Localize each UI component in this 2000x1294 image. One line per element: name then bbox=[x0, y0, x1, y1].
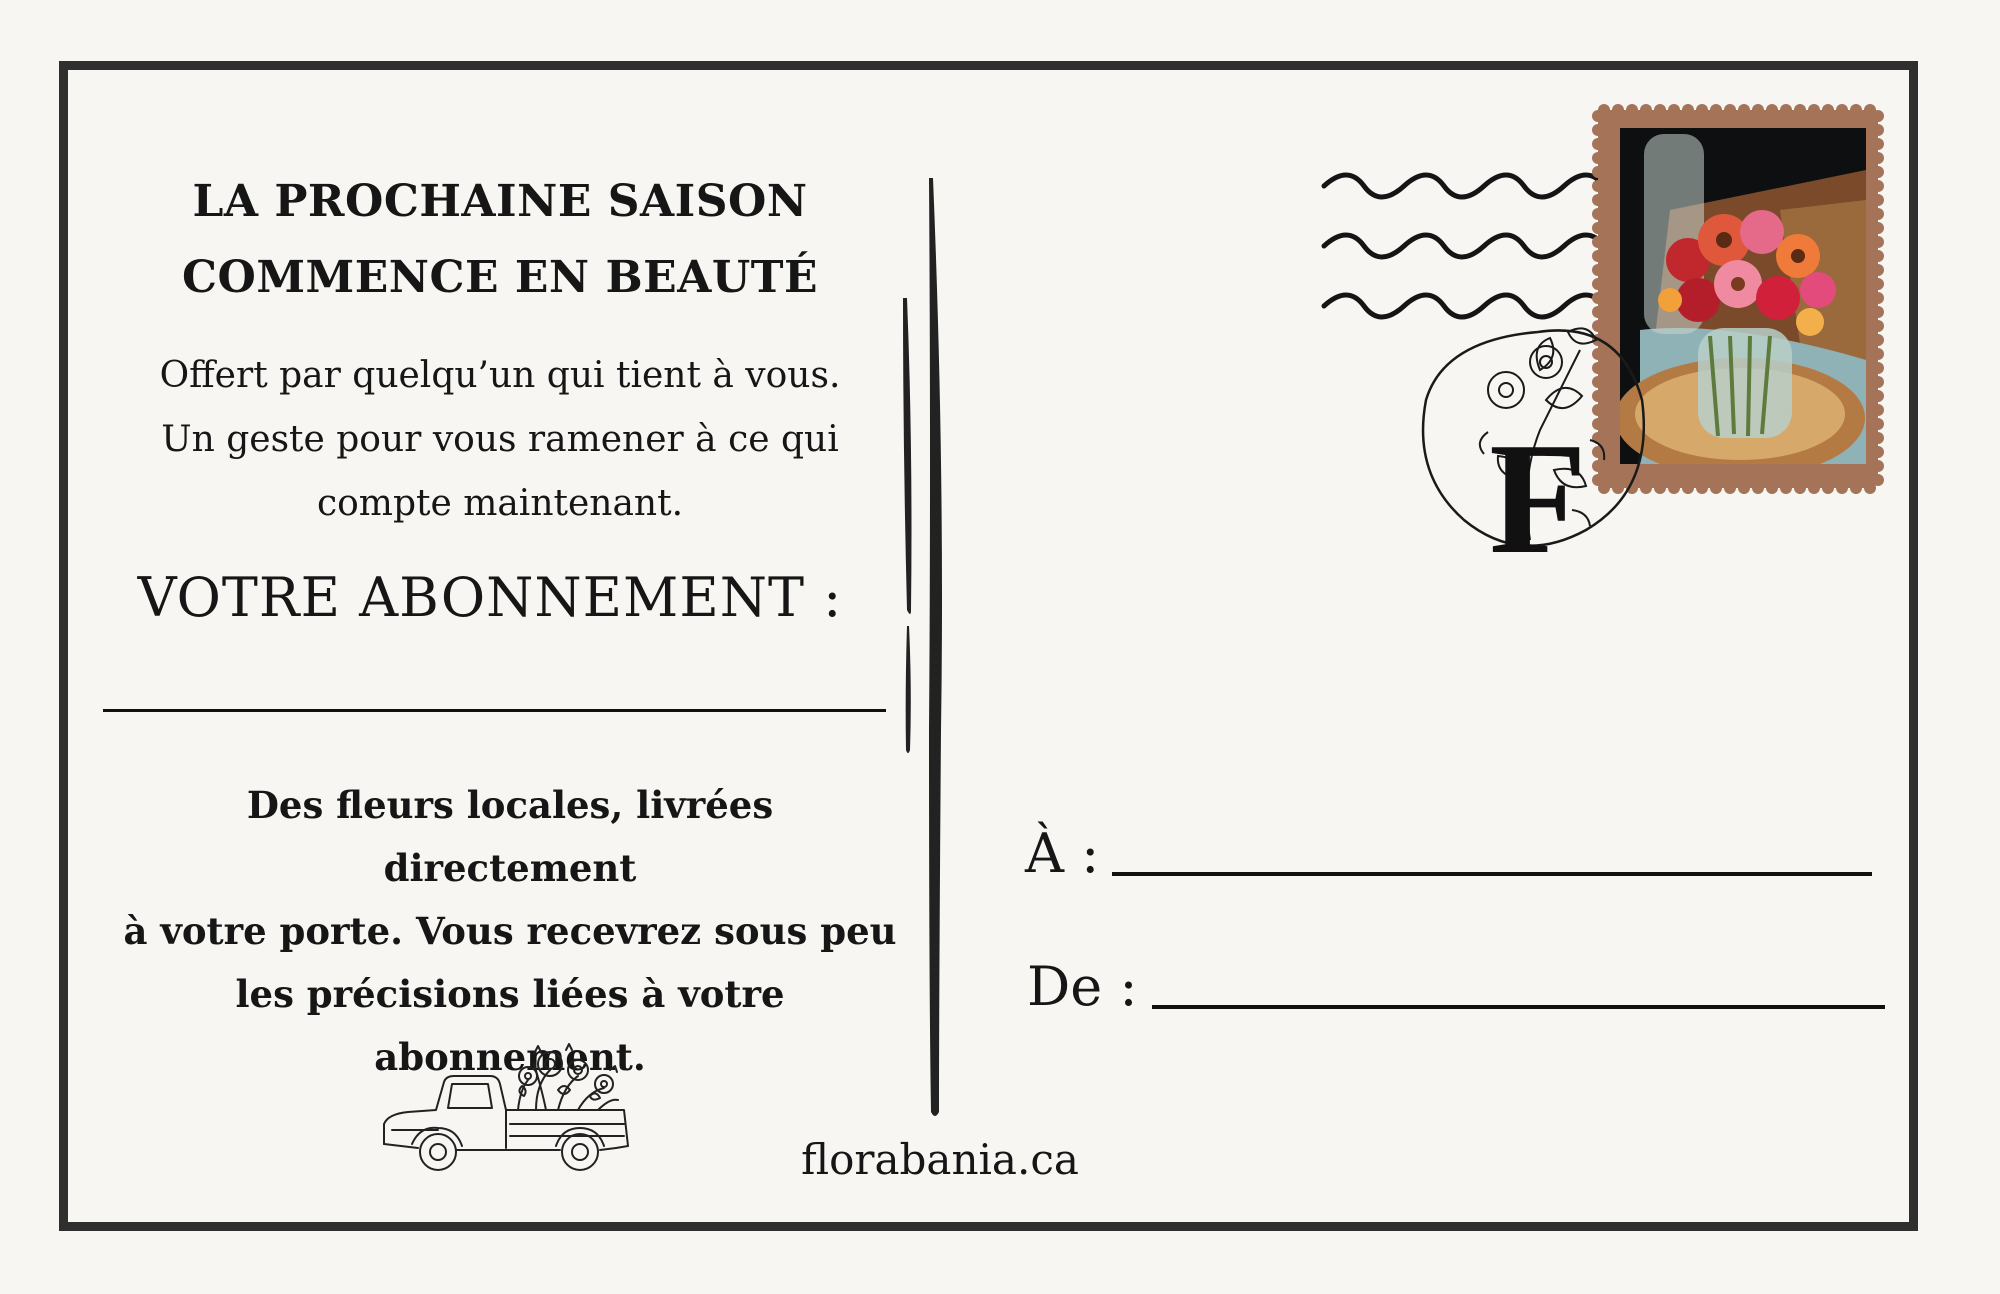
flower-bouquet-stamp-icon bbox=[1615, 128, 1866, 478]
website-link[interactable]: florabania.ca bbox=[801, 1135, 1079, 1184]
description-line-3: les précisions liées à votre bbox=[235, 972, 785, 1016]
intro-text bbox=[100, 344, 900, 536]
center-divider bbox=[895, 170, 975, 1130]
stamp-and-postmark bbox=[1310, 100, 1890, 620]
flower-truck-icon bbox=[378, 1040, 634, 1180]
to-address-line[interactable] bbox=[1112, 872, 1872, 876]
description-line-2: à votre porte. Vous recevrez sous peu bbox=[123, 909, 897, 953]
from-address-line[interactable] bbox=[1152, 1005, 1885, 1009]
subscription-write-line bbox=[103, 709, 886, 712]
subscription-label: VOTRE ABONNEMENT : bbox=[137, 566, 843, 629]
heading-line-1: LA PROCHAINE SAISON bbox=[192, 176, 808, 227]
stamp-frame bbox=[1592, 104, 1884, 494]
description-line-4: abonnement. bbox=[374, 1035, 646, 1079]
heading-line-2: COMMENCE EN BEAUTÉ bbox=[182, 252, 818, 303]
monogram-letter: F bbox=[1489, 409, 1587, 587]
to-label: À : bbox=[1025, 822, 1100, 885]
intro-line-2: Un geste pour vous ramener à ce qui bbox=[161, 419, 839, 460]
intro-line-3: compte maintenant. bbox=[316, 483, 684, 524]
intro-line-1: Offert par quelqu’un qui tient à vous. bbox=[159, 355, 841, 396]
description-line-1: Des fleurs locales, livrées directement bbox=[246, 783, 774, 890]
from-label: De : bbox=[1027, 955, 1138, 1018]
